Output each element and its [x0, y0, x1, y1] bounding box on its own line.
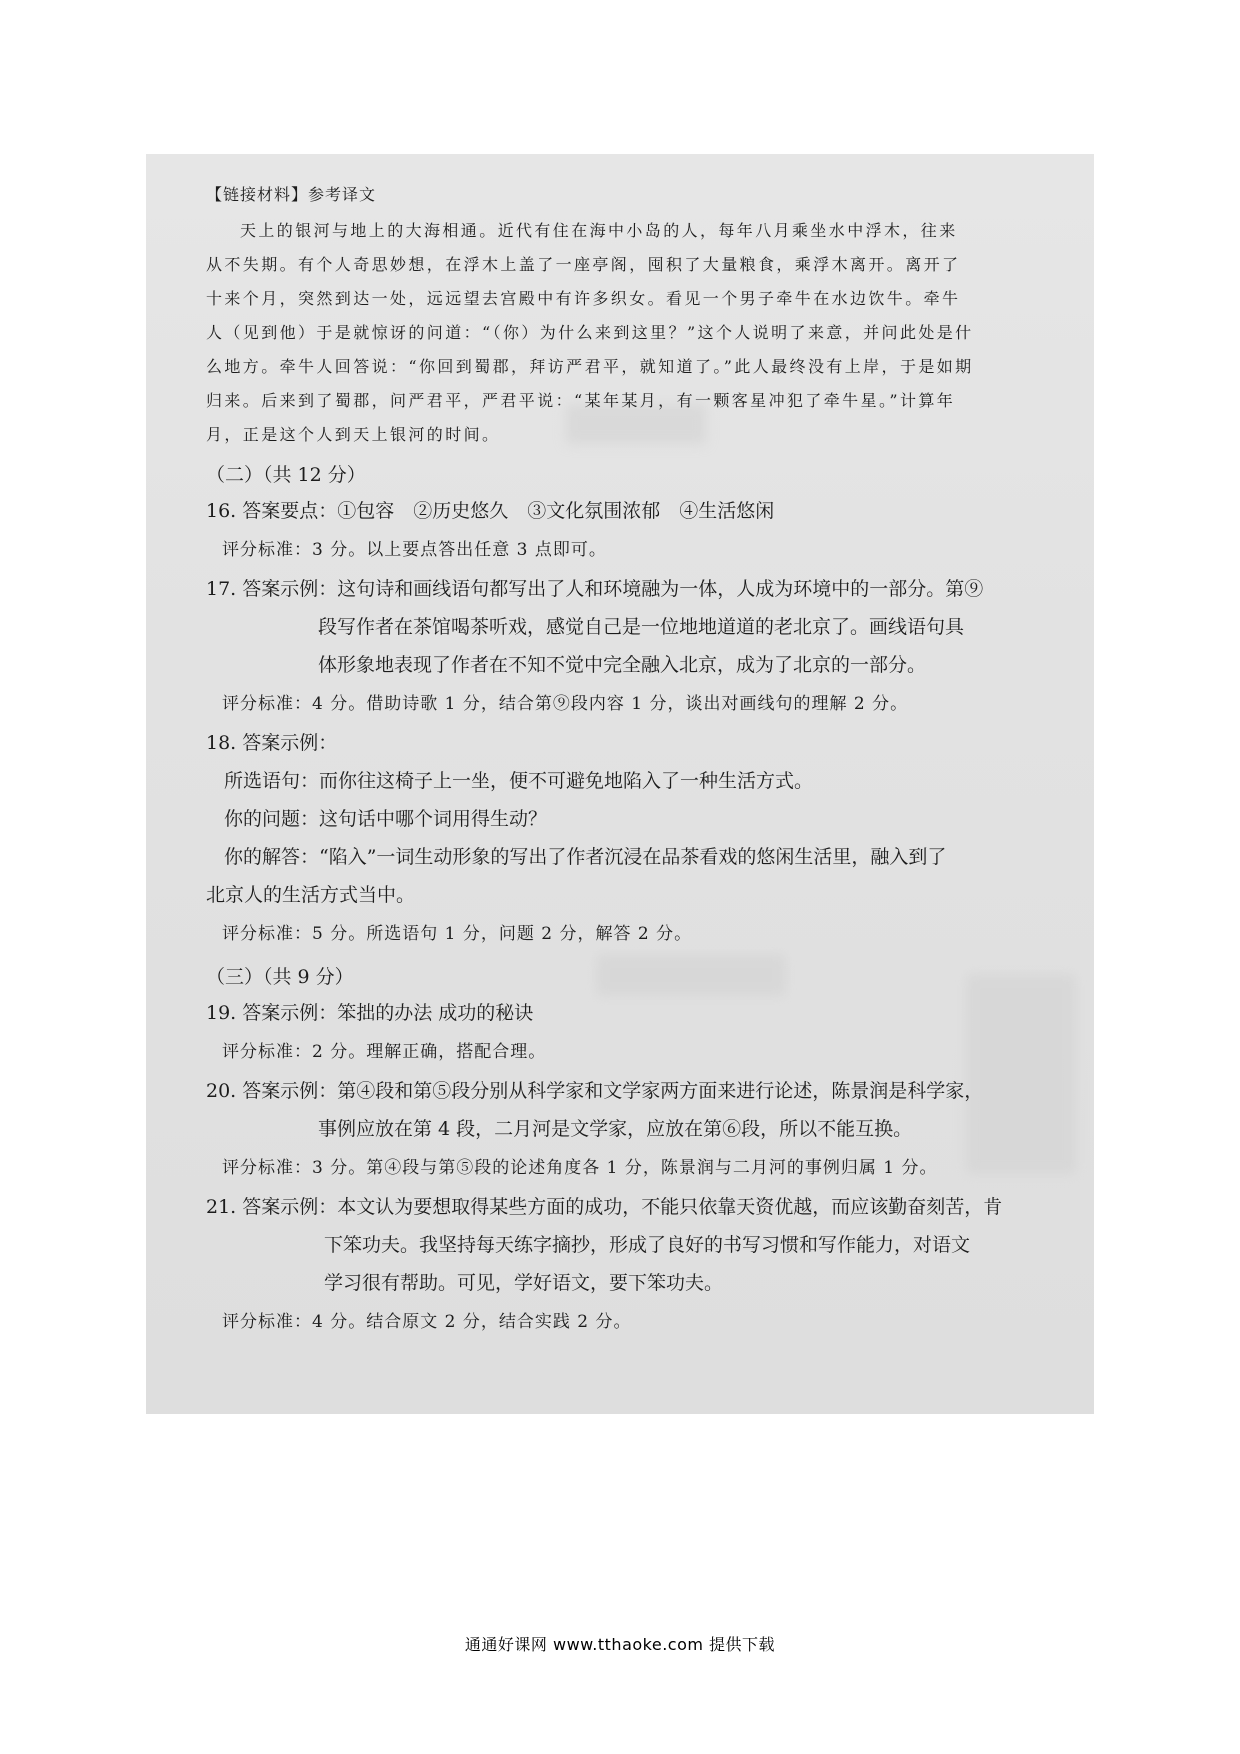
q17-answer-line2: 段写作者在茶馆喝茶听戏，感觉自己是一位地地道道的老北京了。画线语句具: [318, 616, 965, 638]
translation-line: 十来个月，突然到达一处，远远望去宫殿中有许多织女。看见一个男子牵牛在水边饮牛。牵牛: [206, 289, 961, 308]
q21-answer-line1: 21. 答案示例：本文认为要想取得某些方面的成功，不能只依靠天资优越，而应该勤奋刻苦，肯: [206, 1196, 1003, 1218]
q17-answer-line1: 17. 答案示例：这句诗和画线语句都写出了人和环境融为一体，人成为环境中的一部分。第⑨: [206, 578, 984, 600]
section-two-title: （二）（共 12 分）: [206, 464, 366, 486]
q18-criteria: 评分标准：5 分。所选语句 1 分，问题 2 分，解答 2 分。: [222, 924, 693, 944]
q21-answer-line2: 下笨功夫。我坚持每天练字摘抄，形成了良好的书写习惯和写作能力，对语文: [324, 1234, 971, 1256]
q17-answer-line3: 体形象地表现了作者在不知不觉中完全融入北京，成为了北京的一部分。: [318, 654, 927, 676]
q18-question: 你的问题：这句话中哪个词用得生动？: [224, 808, 548, 830]
q20-criteria: 评分标准：3 分。第④段与第⑤段的论述角度各 1 分，陈景润与二月河的事例归属 1 分。: [222, 1158, 938, 1178]
q18-chosen-sentence: 所选语句：而你往这椅子上一坐，便不可避免地陷入了一种生活方式。: [224, 770, 814, 792]
translation-line: 月，正是这个人到天上银河的时间。: [206, 425, 501, 444]
q16-answer: 16. 答案要点：①包容 ②历史悠久 ③文化氛围浓郁 ④生活悠闲: [206, 500, 775, 522]
q20-answer-line1: 20. 答案示例：第④段和第⑤段分别从科学家和文学家两方面来进行论述，陈景润是科学家，: [206, 1080, 984, 1102]
section-three-title: （三）（共 9 分）: [206, 966, 354, 988]
translation-line: 从不失期。有个人奇思妙想，在浮木上盖了一座亭阁，囤积了大量粮食，乘浮木离开。离开了: [206, 255, 961, 274]
answer-content: [206, 180, 1046, 1342]
q18-answer-line1: 你的解答：“陷入”一词生动形象的写出了作者沉浸在品茶看戏的悠闲生活里，融入到了: [224, 846, 947, 868]
q18-answer-heading: 18. 答案示例：: [206, 732, 338, 754]
translation-line: 归来。后来到了蜀郡，问严君平，严君平说：“某年某月，有一颗客星冲犯了牵牛星。”计算年: [206, 391, 956, 410]
translation-line: 天上的银河与地上的大海相通。近代有住在海中小岛的人，每年八月乘坐水中浮木，往来: [240, 221, 958, 240]
q21-criteria: 评分标准：4 分。结合原文 2 分，结合实践 2 分。: [222, 1312, 632, 1332]
q20-answer-line2: 事例应放在第 4 段，二月河是文学家，应放在第⑥段，所以不能互换。: [318, 1118, 913, 1140]
q21-answer-line3: 学习很有帮助。可见，学好语文，要下笨功夫。: [324, 1272, 724, 1294]
download-footer: 通通好课网 www.tthaoke.com 提供下载: [464, 1635, 776, 1654]
q17-criteria: 评分标准：4 分。借助诗歌 1 分，结合第⑨段内容 1 分，谈出对画线句的理解 2 分。: [222, 694, 909, 714]
translation-line: 人（见到他）于是就惊讶的问道：“（你）为什么来到这里？”这个人说明了来意，并问此处是什: [206, 323, 974, 342]
q16-criteria: 评分标准：3 分。以上要点答出任意 3 点即可。: [222, 540, 607, 560]
translation-line: 么地方。牵牛人回答说：“你回到蜀郡，拜访严君平，就知道了。”此人最终没有上岸，于是如期: [206, 357, 974, 376]
q19-criteria: 评分标准：2 分。理解正确，搭配合理。: [222, 1042, 547, 1062]
scanned-answer-sheet: [146, 154, 1094, 1414]
q18-answer-line2: 北京人的生活方式当中。: [206, 884, 416, 906]
q19-answer: 19. 答案示例：笨拙的办法 成功的秘诀: [206, 1002, 534, 1024]
link-material-heading: 【链接材料】参考译文: [206, 185, 377, 204]
